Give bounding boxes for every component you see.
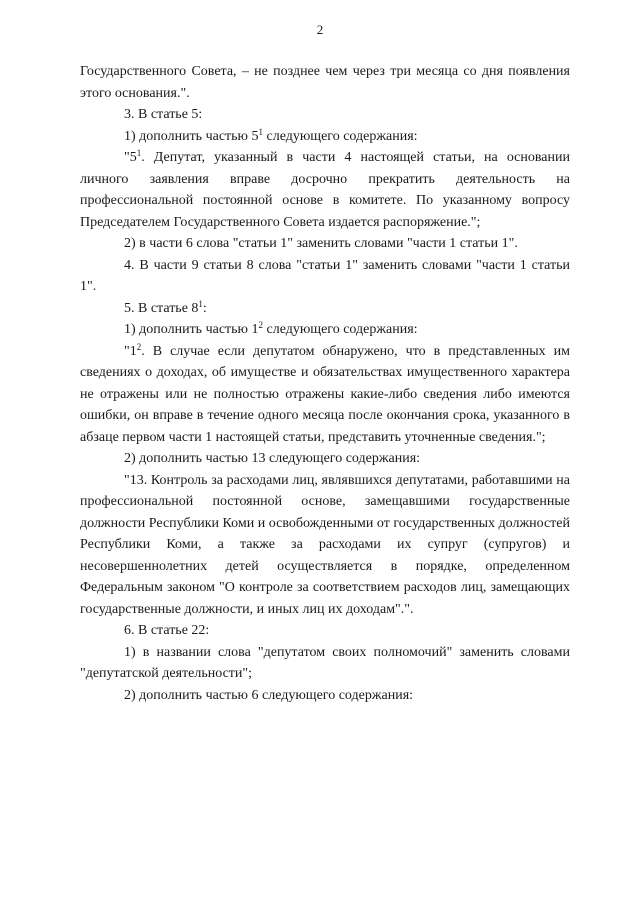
superscript: 2: [136, 341, 142, 352]
item-3-subitem-1: [80, 126, 570, 148]
item-6-subitem-1: 1) в названии слова "депутатом своих полномочий" заменить словами "депутатской деятельности";: [80, 644, 570, 681]
text-fragment: следующего содержания:: [263, 322, 418, 337]
item-5-subitem-2: 2) дополнить частью 13 следующего содержания:: [124, 451, 421, 466]
text-fragment: 1) дополнить частью 1: [124, 322, 259, 337]
text-fragment: следующего содержания:: [263, 128, 418, 144]
document-body: [80, 61, 570, 706]
superscript: 1: [198, 298, 203, 309]
text-fragment: . Депутат, указанный в части 4 настоящей статьи, на основании личного заявления вправе досрочно прекратить деятельность на профессиональной постоянной основе в комитете. По указанному вопросу Председателем Государственного Совета издается распоряжение.";: [80, 150, 570, 230]
quoted-part-5-1: [80, 147, 570, 233]
quoted-part-13: "13. Контроль за расходами лиц, являвшихся депутатами, работавшими на профессиональной постоянной основе, замещавшими государственные должности Республики Коми и освобожденными от государственных должностей Республики Коми, а также за расходами их супруг (супругов) и несовершеннолетних детей осуществляется в порядке, определенном Федеральным законом "О контроле за соответствием расходов лиц, замещающих государственные должности, и иных лиц их доходам".".: [80, 472, 570, 617]
item-6-heading: 6. В статье 22:: [124, 623, 210, 638]
text-fragment: :: [202, 300, 207, 316]
item-6-subitem-2: 2) дополнить частью 6 следующего содержания:: [124, 687, 414, 703]
page-number: 2: [316, 22, 324, 37]
text-fragment: 1) дополнить частью 5: [124, 128, 259, 144]
quoted-part-1-2: [80, 341, 570, 449]
text-fragment: "5: [124, 150, 137, 165]
text-fragment: 5. В статье 8: [124, 300, 199, 316]
paragraph-continuation: Государственного Совета, – не позднее чем через три месяца со дня появления этого основания.".: [80, 64, 570, 101]
superscript: 1: [258, 126, 263, 137]
item-4: 4. В части 9 статьи 8 слова "статьи 1" заменить словами "части 1 статьи 1".: [80, 257, 570, 294]
item-3-subitem-2: 2) в части 6 слова "статьи 1" заменить словами "части 1 статьи 1".: [124, 236, 518, 251]
superscript: 1: [136, 148, 142, 158]
text-fragment: "1: [124, 343, 137, 359]
item-5-subitem-1: [80, 319, 570, 341]
item-5-heading: [80, 298, 570, 320]
item-3-heading: 3. В статье 5:: [124, 107, 203, 122]
text-fragment: . В случае если депутатом обнаружено, что в представленных им сведениях о доходах, об имуществе и обязательствах имущественного характера не отражены или не полностью отражены какие-либо сведения либо имеются ошибки, он вправе в течение одного месяца после окончания срока, указанного в абзаце первом части 1 настоящей статьи, представить уточненные сведения.";: [80, 343, 570, 445]
superscript: 2: [258, 320, 263, 330]
